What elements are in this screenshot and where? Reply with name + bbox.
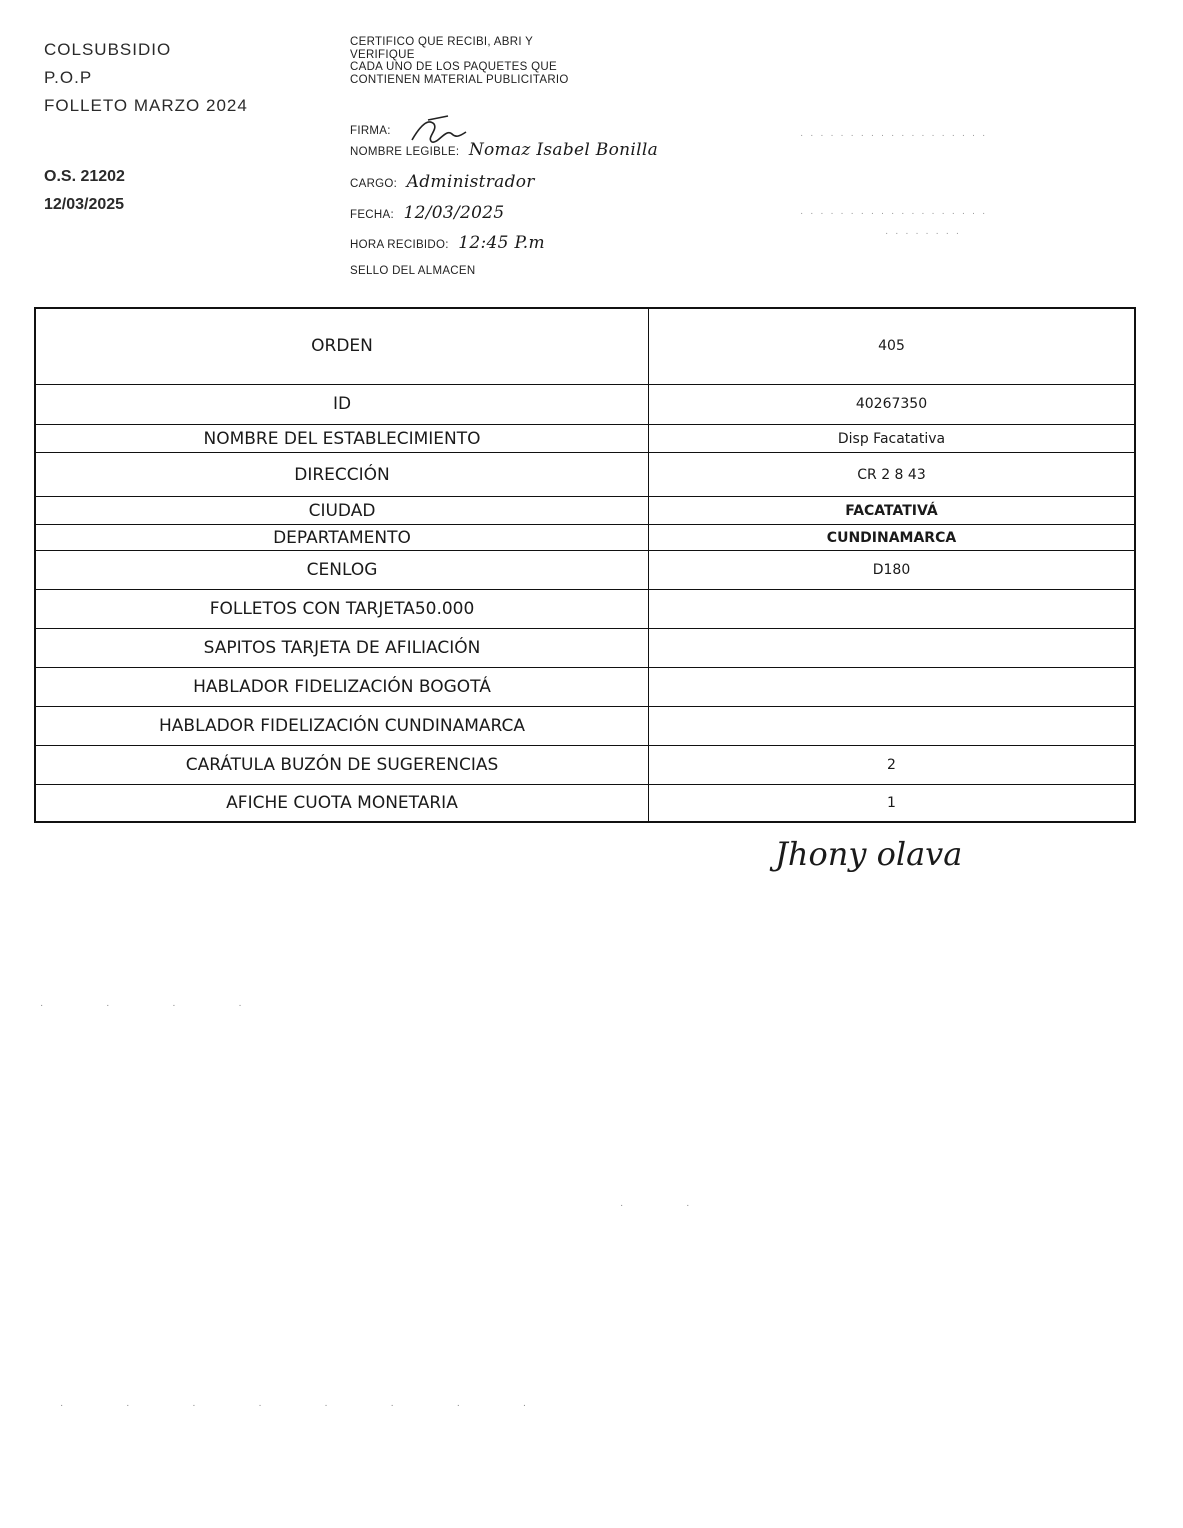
nombre-value: Nomaz Isabel Bonilla <box>468 140 659 160</box>
faded-stamp-text: · · · · · · · · · · · · · · · · · · · <box>800 130 988 141</box>
header-left <box>44 36 248 213</box>
row-value-afiche: 1 <box>649 785 1136 822</box>
sello-field <box>350 265 475 277</box>
table-row <box>35 308 1135 384</box>
fecha-value: 12/03/2025 <box>403 203 505 223</box>
table-row <box>35 589 1135 628</box>
row-label-folletos: FOLLETOS CON TARJETA50.000 <box>35 589 649 628</box>
scan-noise: · · · · <box>40 1000 272 1011</box>
table-row <box>35 424 1135 452</box>
faded-stamp-text-2: · · · · · · · · · · · · · · · · · · · <box>800 208 988 219</box>
material-table <box>34 307 1136 823</box>
row-label-direccion: DIRECCIÓN <box>35 453 649 497</box>
row-value-cenlog: D180 <box>649 551 1136 589</box>
sello-label: SELLO DEL ALMACEN <box>350 265 476 277</box>
fecha-label: FECHA: <box>350 209 394 221</box>
row-label-orden: ORDEN <box>35 308 649 384</box>
os-number: O.S. 21202 <box>44 168 125 185</box>
hora-field <box>350 233 545 253</box>
table-row <box>35 746 1135 785</box>
fecha-field <box>350 203 504 223</box>
row-value-sapitos <box>649 628 1136 667</box>
row-label-afiche: AFICHE CUOTA MONETARIA <box>35 785 649 822</box>
row-value-ciudad: FACATATIVÁ <box>649 497 1136 525</box>
table-row <box>35 384 1135 424</box>
row-value-caratula: 2 <box>649 746 1136 785</box>
nombre-field <box>350 140 658 160</box>
cert-line-4: CONTIENEN MATERIAL PUBLICITARIO <box>350 73 569 86</box>
delivery-table <box>34 307 1136 823</box>
row-value-departamento: CUNDINAMARCA <box>649 525 1136 551</box>
cert-line-2: VERIFIQUE <box>350 48 415 61</box>
row-label-hablador-bogota: HABLADOR FIDELIZACIÓN BOGOTÁ <box>35 667 649 706</box>
table-row <box>35 497 1135 525</box>
pop-label: P.O.P <box>44 68 93 87</box>
cert-line-1: CERTIFICO QUE RECIBI, ABRI Y <box>350 36 534 48</box>
hora-value: 12:45 P.m <box>458 233 545 253</box>
row-label-cenlog: CENLOG <box>35 551 649 589</box>
nombre-label: NOMBRE LEGIBLE: <box>350 146 460 158</box>
row-label-id: ID <box>35 384 649 424</box>
campaign-title: FOLLETO MARZO 2024 <box>44 96 248 115</box>
table-row <box>35 551 1135 589</box>
certification-text <box>350 36 569 86</box>
cargo-value: Administrador <box>406 172 535 192</box>
table-row <box>35 707 1135 746</box>
hora-label: HORA RECIBIDO: <box>350 239 449 251</box>
service-order <box>44 163 125 219</box>
scan-noise: · · <box>620 1200 720 1211</box>
company-name: COLSUBSIDIO <box>44 40 172 59</box>
row-label-hablador-cundinamarca: HABLADOR FIDELIZACIÓN CUNDINAMARCA <box>35 707 649 746</box>
table-row <box>35 628 1135 667</box>
cert-line-3: CADA UNO DE LOS PAQUETES QUE <box>350 61 557 73</box>
row-label-sapitos: SAPITOS TARJETA DE AFILIACIÓN <box>35 628 649 667</box>
table-row <box>35 453 1135 497</box>
table-row <box>35 785 1135 822</box>
cargo-label: CARGO: <box>350 178 398 190</box>
row-label-ciudad: CIUDAD <box>35 497 649 525</box>
row-value-establecimiento: Disp Facatativa <box>649 424 1136 452</box>
bottom-signature: Jhony olava <box>775 835 963 873</box>
row-value-orden: 405 <box>649 308 1136 384</box>
faded-stamp-text-3: · · · · · · · · <box>885 228 962 239</box>
row-label-establecimiento: NOMBRE DEL ESTABLECIMIENTO <box>35 424 649 452</box>
row-label-caratula: CARÁTULA BUZÓN DE SUGERENCIAS <box>35 746 649 785</box>
scan-noise: · · · · · · · · <box>60 1400 557 1411</box>
header-date: 12/03/2025 <box>44 196 125 213</box>
table-row <box>35 667 1135 706</box>
firma-label: FIRMA: <box>350 125 391 137</box>
row-value-hablador-bogota <box>649 667 1136 706</box>
row-value-id: 40267350 <box>649 384 1136 424</box>
cargo-field <box>350 172 535 192</box>
row-value-direccion: CR 2 8 43 <box>649 453 1136 497</box>
row-value-hablador-cundinamarca <box>649 707 1136 746</box>
row-value-folletos <box>649 589 1136 628</box>
row-label-departamento: DEPARTAMENTO <box>35 525 649 551</box>
table-row <box>35 525 1135 551</box>
